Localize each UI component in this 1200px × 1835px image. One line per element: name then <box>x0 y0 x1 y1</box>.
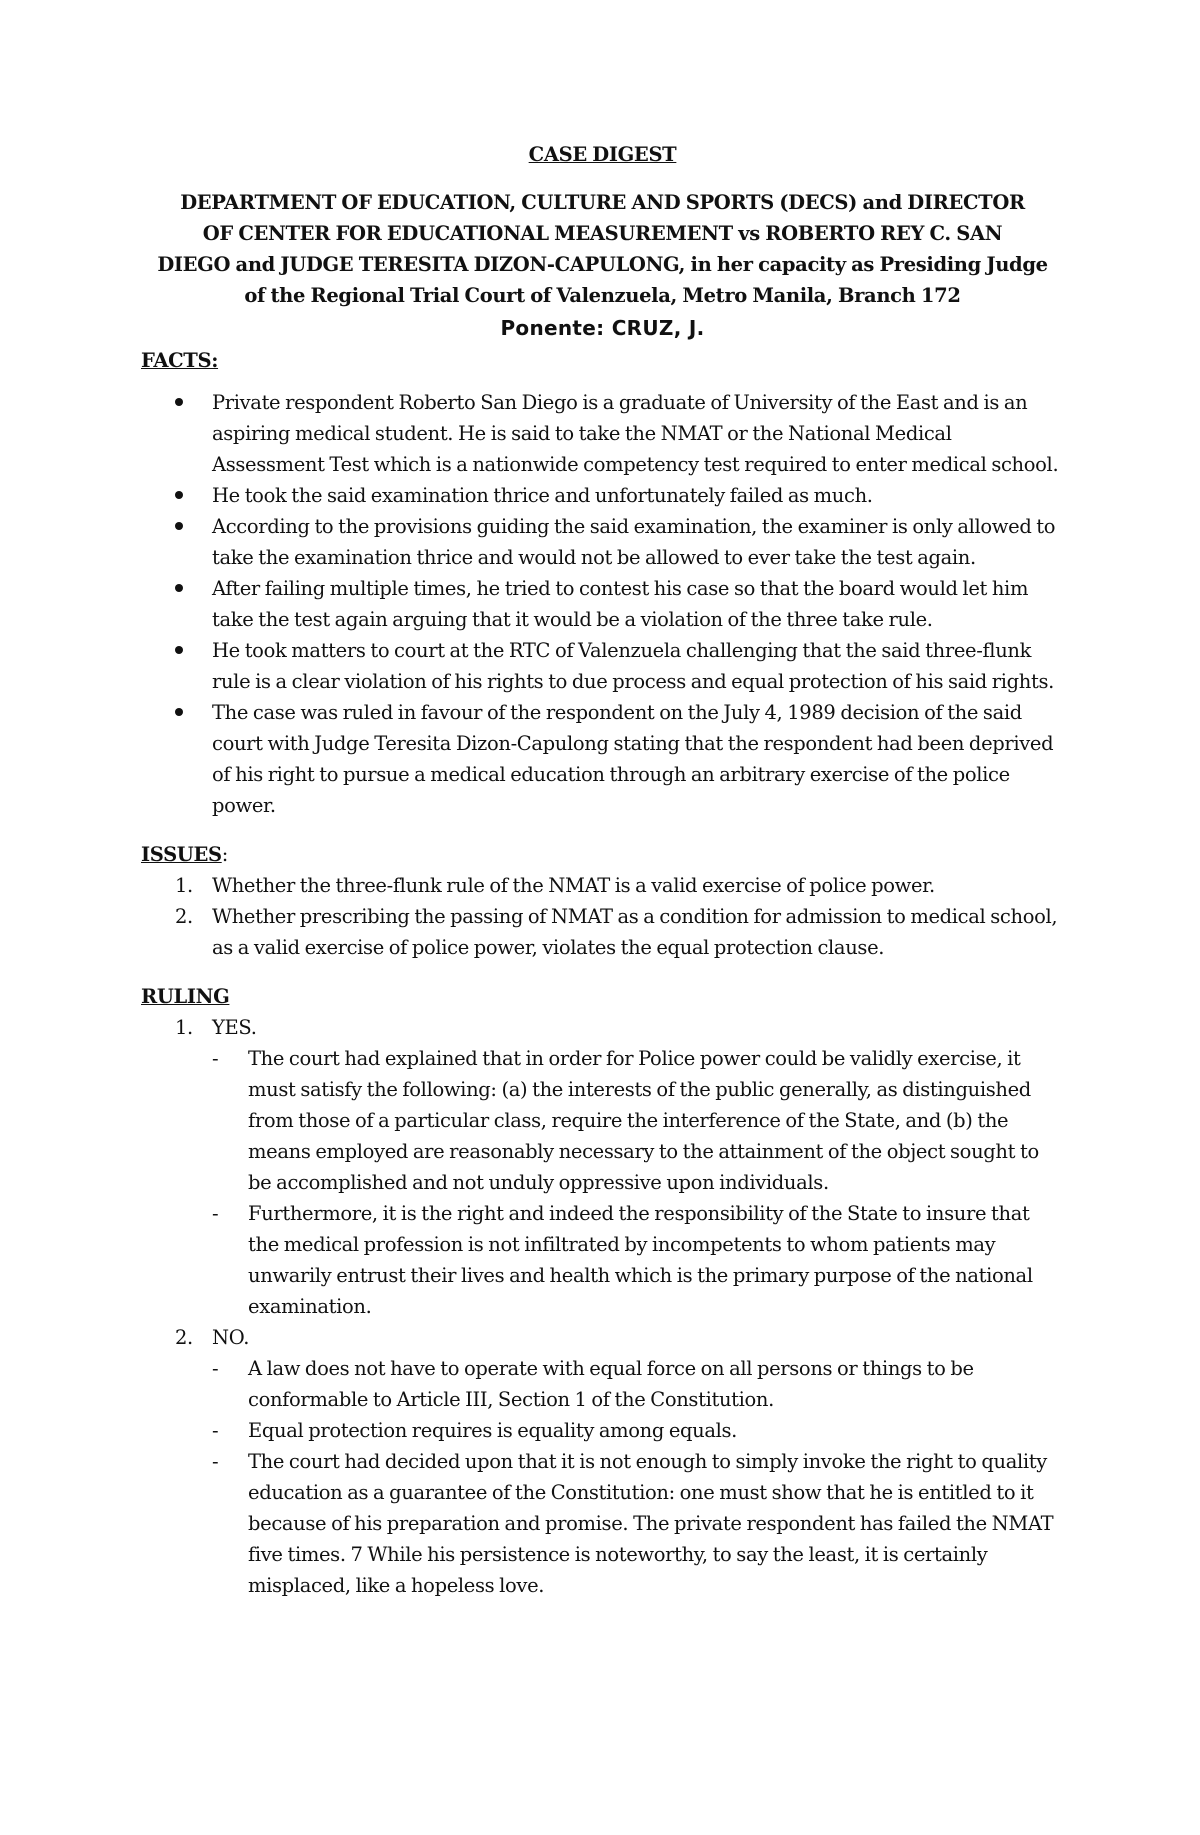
ruling-number: 1. <box>175 1016 193 1039</box>
ruling-heading <box>141 981 1064 1012</box>
facts-item-text: According to the provisions guiding the said examination, the examiner is only allowed to take the examination thrice and would not be allowed to ever take the test again. <box>212 515 1056 569</box>
dash-marker: - <box>212 1202 219 1225</box>
facts-item <box>141 511 1064 573</box>
bullet-icon <box>175 584 183 592</box>
facts-item <box>141 635 1064 697</box>
bullet-icon <box>175 522 183 530</box>
ruling-number: 2. <box>175 1326 193 1349</box>
ruling-item <box>141 1322 1064 1601</box>
dash-marker: - <box>212 1047 219 1070</box>
bullet-icon <box>175 708 183 716</box>
facts-heading-text: FACTS: <box>141 349 219 372</box>
facts-heading <box>141 345 1064 376</box>
facts-item <box>141 480 1064 511</box>
ruling-item <box>141 1012 1064 1322</box>
ruling-point <box>212 1353 1064 1415</box>
ruling-heading-text: RULING <box>141 985 230 1008</box>
ruling-points <box>212 1353 1064 1601</box>
case-digest-label: CASE DIGEST <box>528 143 677 166</box>
facts-item <box>141 573 1064 635</box>
ruling-point-text: A law does not have to operate with equal force on all persons or things to be conformable to Article III, Section 1 of the Constitution. <box>248 1357 974 1411</box>
ruling-point <box>212 1043 1064 1198</box>
case-title <box>141 187 1064 311</box>
facts-item-text: The case was ruled in favour of the respondent on the July 4, 1989 decision of the said court with Judge Teresita Dizon-Capulong stating that the respondent had been deprived of his right to pursue a medical education through an arbitrary exercise of the police power. <box>212 701 1054 817</box>
bullet-icon <box>175 398 183 406</box>
ruling-point-text: Furthermore, it is the right and indeed the responsibility of the State to insure that the medical profession is not infiltrated by incompetents to whom patients may unwarily entrust their lives and health which is the primary purpose of the national examination. <box>248 1202 1033 1318</box>
ruling-answer: YES. <box>212 1016 257 1039</box>
issue-item <box>141 870 1064 901</box>
ruling-point-text: The court had decided upon that it is not enough to simply invoke the right to quality education as a guarantee of the Constitution: one must show that he is entitled to it because of his preparation and promise. The private respondent has failed the NMAT five times. 7 While his persistence is noteworthy, to say the least, it is certainly misplaced, like a hopeless love. <box>248 1450 1054 1597</box>
issues-heading-colon: : <box>221 843 228 866</box>
issue-item <box>141 901 1064 963</box>
ruling-points <box>212 1043 1064 1322</box>
case-title-line: DEPARTMENT OF EDUCATION, CULTURE AND SPORTS (DECS) and DIRECTOR <box>180 191 1025 214</box>
issue-text: Whether prescribing the passing of NMAT as a condition for admission to medical school, as a valid exercise of police power, violates the equal protection clause. <box>212 905 1058 959</box>
issue-number: 1. <box>175 874 193 897</box>
case-title-line: DIEGO and JUDGE TERESITA DIZON-CAPULONG, in her capacity as Presiding Judge <box>157 253 1048 276</box>
facts-item <box>141 387 1064 480</box>
ruling-point <box>212 1415 1064 1446</box>
case-title-line: OF CENTER FOR EDUCATIONAL MEASUREMENT vs ROBERTO REY C. SAN <box>202 222 1003 245</box>
ruling-point <box>212 1198 1064 1322</box>
facts-list <box>141 387 1064 821</box>
dash-marker: - <box>212 1450 219 1473</box>
facts-item <box>141 697 1064 821</box>
bullet-icon <box>175 646 183 654</box>
dash-marker: - <box>212 1419 219 1442</box>
facts-item-text: He took the said examination thrice and unfortunately failed as much. <box>212 484 873 507</box>
ponente: Ponente: CRUZ, J. <box>500 316 705 340</box>
dash-marker: - <box>212 1357 219 1380</box>
ruling-list <box>141 1012 1064 1601</box>
facts-item-text: Private respondent Roberto San Diego is a graduate of University of the East and is an aspiring medical student. He is said to take the NMAT or the National Medical Assessment Test which is a nationwide competency test required to enter medical school. <box>212 391 1059 476</box>
ruling-answer: NO. <box>212 1326 250 1349</box>
bullet-icon <box>175 491 183 499</box>
case-title-line: of the Regional Trial Court of Valenzuela, Metro Manila, Branch 172 <box>244 284 961 307</box>
issue-text: Whether the three-flunk rule of the NMAT is a valid exercise of police power. <box>212 874 935 897</box>
facts-item-text: After failing multiple times, he tried to contest his case so that the board would let him take the test again arguing that it would be a violation of the three take rule. <box>212 577 1029 631</box>
ruling-point-text: Equal protection requires is equality among equals. <box>248 1419 738 1442</box>
issues-list <box>141 870 1064 963</box>
facts-item-text: He took matters to court at the RTC of Valenzuela challenging that the said three-flunk rule is a clear violation of his rights to due process and equal protection of his said rights. <box>212 639 1054 693</box>
ruling-point <box>212 1446 1064 1601</box>
issue-number: 2. <box>175 905 193 928</box>
issues-heading-text: ISSUES <box>141 843 222 866</box>
issues-heading <box>141 839 1064 870</box>
ruling-point-text: The court had explained that in order for Police power could be validly exercise, it must satisfy the following: (a) the interests of the public generally, as distinguished from those of a particular class, require the interference of the State, and (b) the means employed are reasonably necessary to the attainment of the object sought to be accomplished and not unduly oppressive upon individuals. <box>248 1047 1039 1194</box>
